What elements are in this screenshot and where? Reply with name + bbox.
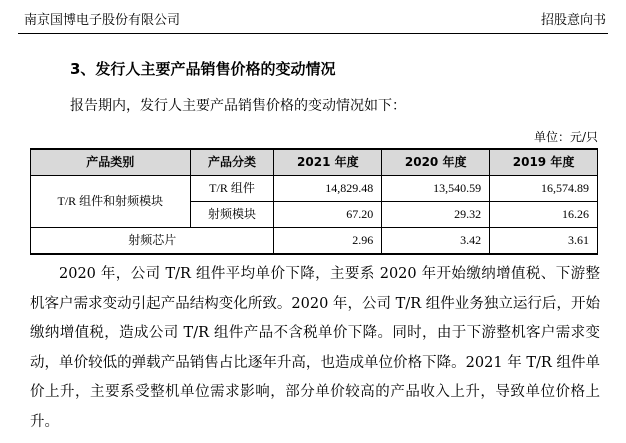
value-cell: 29.32 [382, 202, 490, 228]
table-row [31, 176, 598, 202]
table-header-cell: 产品分类 [190, 149, 274, 176]
category-cell: 射频模块 [190, 202, 274, 228]
table-header-cell: 产品类别 [31, 149, 191, 176]
category-cell: T/R 组件 [190, 176, 274, 202]
value-cell: 16.26 [490, 202, 598, 228]
value-cell: 67.20 [274, 202, 382, 228]
group-label-cell: T/R 组件和射频模块 [31, 176, 191, 228]
company-name: 南京国博电子股份有限公司 [24, 13, 181, 28]
table-row [31, 228, 598, 255]
value-cell: 13,540.59 [382, 176, 490, 202]
explanation-paragraph: 2020 年，公司 T/R 组件平均单价下降，主要系 2020 年开始缴纳增值税、下游整机客户需求变动引起产品结构变化所致。2020 年，公司 T/R 组件业务独立运行后，开始缴纳增值税，造成公司 T/R 组件产品不含税单价下降。同时，由于下游整机客户需求变动，单价较低的弹载产品销售占比逐年升高，也造成单位价格下降。2021 年 T/R 组件单价上升，主要系受整机单位需求影响，部分单价较高的产品收入上升，导致单位价格上升。 [30, 266, 600, 430]
value-cell: 2.96 [274, 228, 382, 255]
table-header-cell: 2021 年度 [274, 149, 382, 176]
intro-text: 报告期内，发行人主要产品销售价格的变动情况如下： [70, 98, 406, 114]
table-header-cell: 2020 年度 [382, 149, 490, 176]
page-header [18, 0, 608, 34]
section-heading: 3、发行人主要产品销售价格的变动情况 [70, 60, 336, 78]
price-table [30, 148, 598, 255]
category-cell: 射频芯片 [31, 228, 274, 255]
value-cell: 3.61 [490, 228, 598, 255]
value-cell: 3.42 [382, 228, 490, 255]
document-type: 招股意向书 [540, 13, 606, 28]
table-header-cell: 2019 年度 [490, 149, 598, 176]
body-text [30, 260, 600, 437]
value-cell: 16,574.89 [490, 176, 598, 202]
table-header-row [31, 149, 598, 176]
unit-label: 单位：元/只 [533, 130, 598, 144]
value-cell: 14,829.48 [274, 176, 382, 202]
